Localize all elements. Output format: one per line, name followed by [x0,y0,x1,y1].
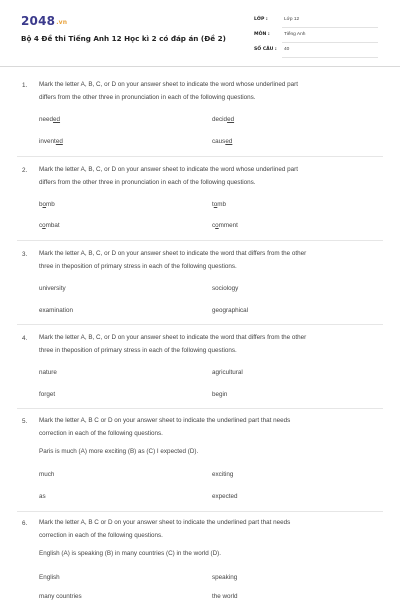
option-underlined: o [42,222,46,229]
question-line: differs from the other three in pronunciation in each of the following questions. [39,93,256,101]
question-separator [17,511,383,512]
question-line: correction in each of the following questions. [39,531,163,539]
question-separator [17,240,383,241]
meta-count [254,44,378,60]
option-c[interactable]: examination [39,307,73,314]
question-line: Mark the letter A, B, C, or D on your answer sheet to indicate the word whose underlined part [39,81,299,88]
option-d[interactable]: begin [212,391,228,398]
option-underlined: ed [55,138,63,145]
question-text [39,164,385,189]
meta-divider [282,27,378,28]
option-a[interactable] [39,201,55,208]
option-text: mment [218,222,238,229]
option-a[interactable]: much [39,471,55,478]
option-b[interactable] [212,116,234,123]
option-a[interactable]: nature [39,369,57,376]
option-d[interactable]: geographical [212,307,249,314]
option-a[interactable]: English [39,574,60,581]
question-line: differs from the other three in pronunciation in each of the following questions. [39,178,256,186]
option-d[interactable]: expected [212,493,238,500]
option-underlined: o [213,201,218,208]
question-line: three in theposition of primary stress in each of the following questions. [39,262,237,270]
option-text: c [39,222,43,229]
logo-text: 2048 [21,14,56,28]
meta-class-value: Lớp 12 [284,17,300,22]
question-line: Mark the letter A, B, C, or D on your answer sheet to indicate the word that differs from the other [39,334,307,341]
option-b[interactable]: exciting [212,471,234,478]
question-line: correction in each of the following questions. [39,429,163,437]
option-underlined: ed [225,138,233,145]
meta-count-label: SỐ CÂU : [254,47,277,52]
option-text: t [212,201,214,208]
option-text: decid [212,116,228,123]
site-logo[interactable] [21,14,67,28]
question-number: 3. [22,251,28,258]
question-text [39,415,385,440]
option-text: mb [217,201,227,208]
option-d[interactable] [212,222,238,229]
option-text: b [39,201,43,208]
option-text: need [39,116,54,123]
meta-class [254,14,378,30]
option-underlined: ed [53,116,61,123]
header-divider [0,66,400,67]
question-number: 6. [22,520,28,527]
option-underlined: o [42,201,47,208]
option-b[interactable] [212,201,226,208]
option-text: caus [212,138,226,145]
question-text [39,248,385,273]
meta-class-label: LỚP : [254,17,268,22]
question-sentence: Paris is much (A) more exciting (B) as (C) I expected (D). [39,448,199,455]
meta-subject-value: Tiếng Anh [284,32,306,37]
question-text [39,332,385,357]
option-a[interactable] [39,116,60,123]
document-header [0,0,400,62]
meta-divider [282,42,378,43]
option-text: mbat [45,222,60,229]
option-c[interactable]: forget [39,391,56,398]
option-c[interactable] [39,138,63,145]
option-c[interactable]: as [39,493,46,500]
question-text [39,517,385,542]
question-text [39,79,385,104]
question-number: 5. [22,418,28,425]
question-separator [17,324,383,325]
option-c[interactable]: many countries [39,593,82,600]
meta-subject-label: MÔN : [254,32,270,37]
question-line: three in theposition of primary stress in each of the following questions. [39,346,237,354]
meta-divider [282,57,378,58]
question-number: 4. [22,335,28,342]
question-number: 2. [22,167,28,174]
option-d[interactable]: the world [212,593,238,600]
question-number: 1. [22,82,28,89]
question-sentence: English (A) is speaking (B) in many countries (C) in the world (D). [39,550,221,557]
option-text: c [212,222,216,229]
option-b[interactable]: agricultural [212,369,243,376]
option-underlined: ed [227,116,235,123]
option-c[interactable] [39,222,60,229]
option-text: invent [39,138,56,145]
meta-count-value: 40 [284,47,290,52]
option-d[interactable] [212,138,232,145]
question-line: Mark the letter A, B, C, or D on your answer sheet to indicate the word whose underlined part [39,166,299,173]
question-line: Mark the letter A, B, C, or D on your answer sheet to indicate the word that differs from the other [39,250,307,257]
document-title: Bộ 4 Đề thi Tiếng Anh 12 Học kì 2 có đáp án (Đề 2) [21,34,226,43]
question-separator [17,408,383,409]
meta-subject [254,29,378,45]
question-separator [17,156,383,157]
option-b[interactable]: sociology [212,285,239,292]
logo-suffix: .vn [56,19,68,26]
option-text: mb [46,201,55,208]
option-underlined: o [215,222,219,229]
question-line: Mark the letter A, B C or D on your answer sheet to indicate the underlined part that needs [39,519,291,526]
option-b[interactable]: speaking [212,574,238,581]
question-line: Mark the letter A, B C or D on your answer sheet to indicate the underlined part that needs [39,417,291,424]
option-a[interactable]: university [39,285,66,292]
